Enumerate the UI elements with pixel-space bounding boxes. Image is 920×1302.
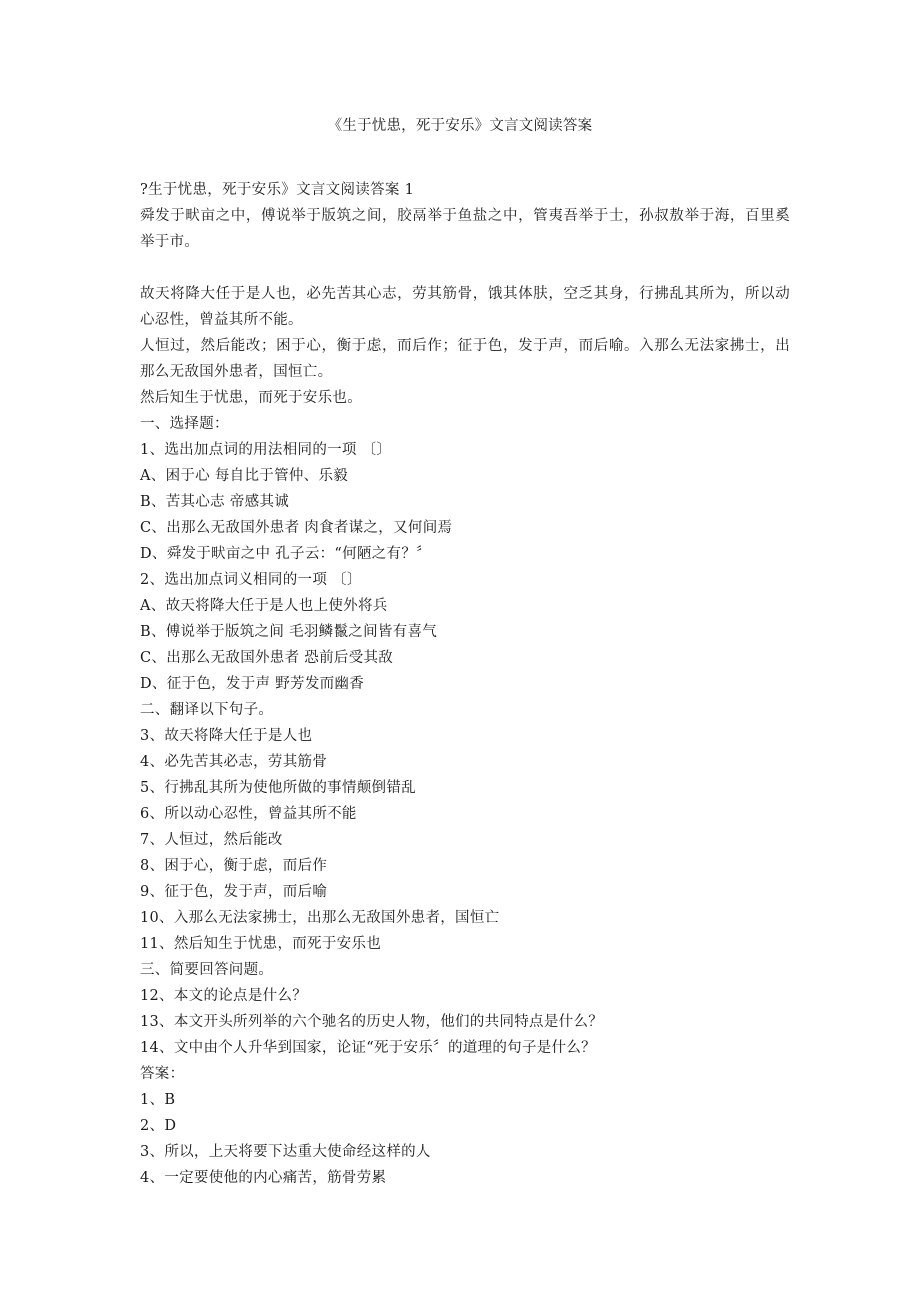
question-2-option-b: B、傅说举于版筑之间 毛羽鳞鬣之间皆有喜气 xyxy=(140,624,438,640)
passage-paragraph-4: 然后知生于忧患，而死于安乐也。 xyxy=(140,390,362,406)
translation-item-3: 3、故天将降大任于是人也 xyxy=(140,728,313,744)
translation-item-4: 4、必先苦其必志，劳其筋骨 xyxy=(140,754,328,770)
document-body xyxy=(140,177,790,1191)
short-answer-item-12: 12、本文的论点是什么？ xyxy=(140,988,308,1004)
question-1-option-d: D、舜发于畎亩之中 孔子云：“何陋之有？〞 xyxy=(140,546,431,562)
section-heading-choice: 一、选择题： xyxy=(140,416,229,432)
question-2-option-c: C、出那么无敌国外患者 恐前后受其敌 xyxy=(140,650,394,666)
question-2-option-d: D、征于色，发于声 野芳发而幽香 xyxy=(140,676,365,692)
answer-item-1: 1、B xyxy=(140,1092,176,1108)
translation-item-5: 5、行拂乱其所为使他所做的事情颠倒错乱 xyxy=(140,780,416,796)
answer-item-3: 3、所以，上天将要下达重大使命经这样的人 xyxy=(140,1144,431,1160)
translation-item-6: 6、所以动心忍性，曾益其所不能 xyxy=(140,806,357,822)
question-2-option-a: A、故天将降大任于是人也上使外将兵 xyxy=(140,598,388,614)
translation-item-8: 8、困于心，衡于虑，而后作 xyxy=(140,858,328,874)
translation-item-10: 10、入那么无法家拂士，出那么无敌国外患者，国恒亡 xyxy=(140,910,500,926)
translation-item-9: 9、征于色，发于声，而后喻 xyxy=(140,884,328,900)
question-1-stem: 1、选出加点词的用法相同的一项 〔〕 xyxy=(140,442,392,458)
translation-item-7: 7、人恒过，然后能改 xyxy=(140,832,283,848)
answer-item-4: 4、一定要使他的内心痛苦，筋骨劳累 xyxy=(140,1170,387,1186)
short-answer-item-14: 14、文中由个人升华到国家，论证“死于安乐〞的道理的句子是什么？ xyxy=(140,1040,596,1056)
passage-paragraph-1: 舜发于畎亩之中，傅说举于版筑之间，胶鬲举于鱼盐之中，管夷吾举于士，孙叔敖举于海，百里奚举于市。 xyxy=(140,208,790,250)
passage-paragraph-2: 故天将降大任于是人也，必先苦其心志，劳其筋骨，饿其体肤，空乏其身，行拂乱其所为，所以动心忍性，曾益其所不能。 xyxy=(140,286,790,328)
document-title: 《生于忧患，死于安乐》文言文阅读答案 xyxy=(327,118,593,134)
answer-item-2: 2、D xyxy=(140,1118,177,1134)
translation-item-11: 11、然后知生于忧患，而死于安乐也 xyxy=(140,936,382,952)
document-subtitle: ?生于忧患，死于安乐》文言文阅读答案 1 xyxy=(140,182,415,198)
short-answer-item-13: 13、本文开头所列举的六个驰名的历史人物，他们的共同特点是什么？ xyxy=(140,1014,604,1030)
question-1-option-a: A、困于心 每自比于管仲、乐毅 xyxy=(140,468,349,484)
section-heading-translation: 二、翻译以下句子。 xyxy=(140,702,274,718)
passage-paragraph-3: 人恒过，然后能改；困于心，衡于虑，而后作；征于色，发于声，而后喻。入那么无法家拂士，出那么无敌国外患者，国恒亡。 xyxy=(140,338,790,380)
blank-line xyxy=(140,255,790,281)
question-1-option-c: C、出那么无敌国外患者 肉食者谋之，又何间焉 xyxy=(140,520,453,536)
question-2-stem: 2、选出加点词义相同的一项 〔〕 xyxy=(140,572,362,588)
question-1-option-b: B、苦其心志 帝感其诚 xyxy=(140,494,290,510)
section-heading-short-answer: 三、简要回答问题。 xyxy=(140,962,274,978)
answers-heading: 答案： xyxy=(140,1066,185,1082)
